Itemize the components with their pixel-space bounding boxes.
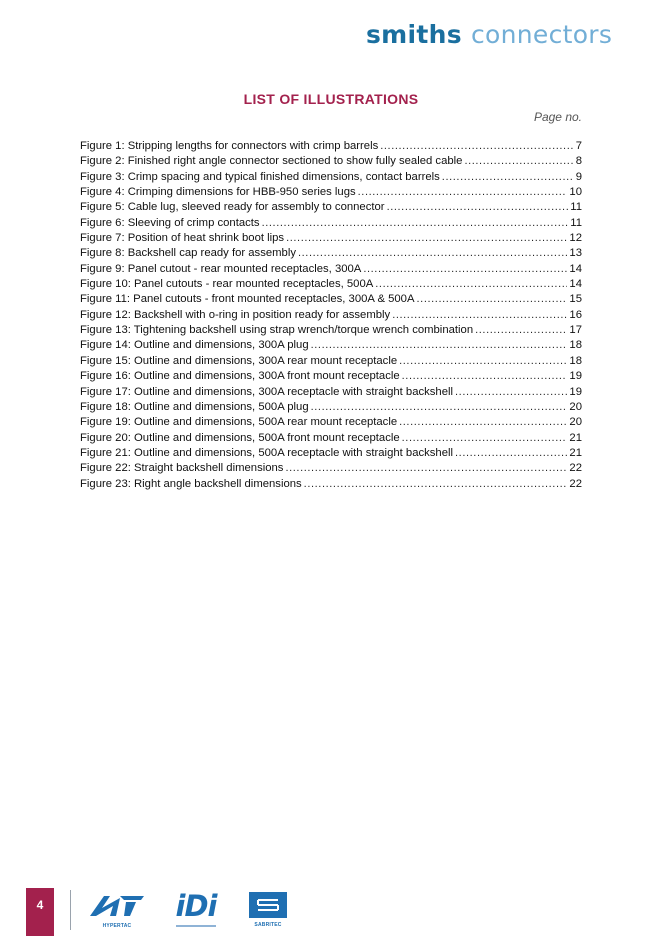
toc-entry-label: Figure 5: Cable lug, sleeved ready for assembly to connector [80,201,385,214]
toc-entry[interactable] [80,400,582,415]
toc-entry[interactable] [80,369,582,384]
toc-entry[interactable] [80,431,582,446]
toc-entry-label: Figure 20: Outline and dimensions, 500A front mount receptacle [80,431,400,444]
toc-leader-dots [455,385,567,400]
toc-entry[interactable] [80,154,582,169]
toc-entry-label: Figure 8: Backshell cap ready for assembly [80,247,296,260]
toc-leader-dots [311,400,568,415]
toc-entry[interactable] [80,277,582,292]
toc-leader-dots [392,308,567,323]
toc-leader-dots [455,446,567,461]
toc-entry[interactable] [80,262,582,277]
toc-leader-dots [464,154,573,169]
toc-entry-page: 18 [569,354,582,367]
toc-entry-label: Figure 9: Panel cutout - rear mounted receptacles, 300A [80,262,362,275]
toc-entry-page: 15 [569,293,582,306]
toc-entry-label: Figure 19: Outline and dimensions, 500A rear mount receptacle [80,416,398,429]
sabritec-wordmark: SABRITEC [254,922,282,928]
toc-entry[interactable] [80,415,582,430]
toc-entry-page: 13 [569,247,582,260]
toc-entry-page: 17 [569,324,582,337]
toc-entry-label: Figure 1: Stripping lengths for connectors with crimp barrels [80,140,379,152]
toc-entry-page: 7 [575,140,582,152]
toc-entry-page: 22 [569,462,582,475]
toc-leader-dots [399,354,567,369]
toc-entry[interactable] [80,231,582,246]
toc-entry-label: Figure 12: Backshell with o-ring in position ready for assembly [80,308,391,321]
toc-entry-page: 19 [569,370,582,383]
toc-entry-label: Figure 13: Tightening backshell using strap wrench/torque wrench combination [80,324,474,337]
toc-entry-label: Figure 10: Panel cutouts - rear mounted receptacles, 500A [80,278,374,291]
toc-leader-dots [311,338,568,353]
page-title: LIST OF ILLUSTRATIONS [243,91,419,107]
hypertac-logo [86,890,148,930]
hypertac-mark-icon [86,890,148,922]
page-number: 4 [36,898,44,912]
toc-entry[interactable] [80,216,582,231]
toc-leader-dots [402,431,568,446]
toc-entry[interactable] [80,446,582,461]
toc-entry-page: 12 [569,232,582,245]
toc-leader-dots [475,323,567,338]
toc-entry-page: 21 [569,431,582,444]
toc-entry[interactable] [80,170,582,185]
page-number-column-label: Page no. [533,110,582,124]
list-of-illustrations [80,139,582,492]
toc-entry-label: Figure 3: Crimp spacing and typical finished dimensions, contact barrels [80,170,440,183]
toc-entry-page: 11 [570,216,582,229]
toc-leader-dots [399,415,567,430]
toc-entry[interactable] [80,139,582,154]
toc-entry[interactable] [80,338,582,353]
toc-leader-dots [442,170,574,185]
toc-leader-dots [375,277,567,292]
toc-entry-page: 10 [569,186,582,199]
toc-entry-label: Figure 2: Finished right angle connector sectioned to show fully sealed cable [80,155,463,168]
toc-entry-label: Figure 18: Outline and dimensions, 500A plug [80,400,309,413]
toc-entry-label: Figure 15: Outline and dimensions, 300A rear mount receptacle [80,354,398,367]
toc-entry-page: 14 [569,278,582,291]
footer-divider [70,890,71,930]
toc-entry-label: Figure 17: Outline and dimensions, 300A receptacle with straight backshell [80,385,454,398]
toc-entry-page: 18 [569,339,582,352]
toc-leader-dots [387,200,569,215]
toc-entry-label: Figure 7: Position of heat shrink boot lips [80,232,285,245]
toc-entry-label: Figure 14: Outline and dimensions, 300A plug [80,339,309,352]
toc-leader-dots [262,216,569,231]
idi-tagline-icon [168,923,224,929]
toc-entry[interactable] [80,354,582,369]
toc-entry[interactable] [80,185,582,200]
toc-leader-dots [417,292,568,307]
page-number-tab [26,888,54,936]
sabritec-logo [247,890,289,930]
toc-entry-label: Figure 22: Straight backshell dimensions [80,462,284,475]
idi-logo [168,890,224,930]
toc-entry-label: Figure 16: Outline and dimensions, 300A front mount receptacle [80,370,400,383]
toc-entry-page: 14 [569,262,582,275]
idi-wordmark: iDi [175,889,217,923]
toc-leader-dots [380,139,573,154]
toc-entry[interactable] [80,246,582,261]
toc-entry-label: Figure 6: Sleeving of crimp contacts [80,216,260,229]
toc-entry[interactable] [80,461,582,476]
toc-leader-dots [286,231,567,246]
sabritec-mark-icon [247,890,289,920]
toc-entry-label: Figure 11: Panel cutouts - front mounted receptacles, 300A & 500A [80,293,415,306]
toc-entry[interactable] [80,200,582,215]
brand-name-primary: smiths [366,20,462,49]
toc-entry-page: 21 [569,446,582,459]
toc-leader-dots [298,246,567,261]
toc-entry-label: Figure 23: Right angle backshell dimensions [80,477,302,490]
toc-entry[interactable] [80,323,582,338]
toc-leader-dots [304,477,568,492]
toc-entry[interactable] [80,477,582,492]
toc-leader-dots [402,369,568,384]
toc-entry[interactable] [80,308,582,323]
toc-entry[interactable] [80,292,582,307]
toc-entry[interactable] [80,385,582,400]
brand-logo [366,22,612,47]
hypertac-wordmark: HYPERTAC [102,923,132,929]
toc-entry-page: 19 [569,385,582,398]
toc-leader-dots [285,461,567,476]
toc-entry-label: Figure 4: Crimping dimensions for HBB-950 series lugs [80,186,356,199]
toc-entry-page: 8 [575,155,582,168]
toc-entry-label: Figure 21: Outline and dimensions, 500A receptacle with straight backshell [80,446,454,459]
toc-entry-page: 11 [570,201,582,214]
toc-entry-page: 9 [575,170,582,183]
brand-name-secondary: connectors [470,20,613,49]
toc-leader-dots [358,185,568,200]
toc-entry-page: 16 [569,308,582,321]
toc-entry-page: 20 [569,416,582,429]
toc-entry-page: 20 [569,400,582,413]
toc-leader-dots [363,262,567,277]
toc-entry-page: 22 [569,477,582,490]
